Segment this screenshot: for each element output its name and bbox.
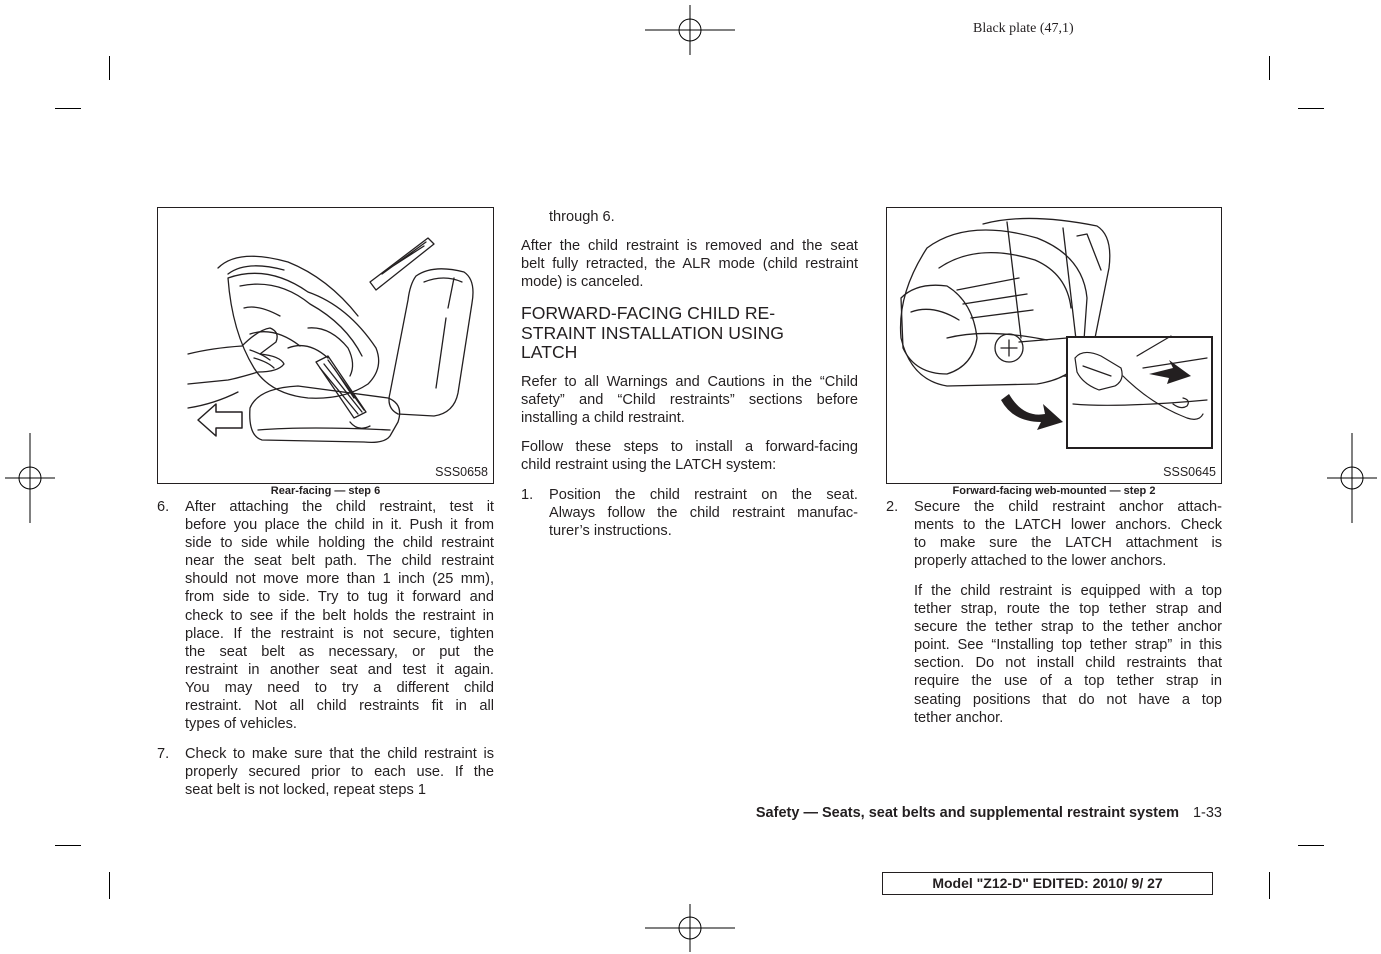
text-line: place. If the restraint is not secure, tighten	[185, 625, 494, 642]
registration-mark-right	[1327, 433, 1377, 523]
text-line: should not move more than 1 inch (25 mm),	[185, 571, 494, 588]
text-line: restraint. Not all child restraints fit in all	[185, 698, 494, 715]
follow-paragraph	[521, 438, 858, 474]
text-line: If the child restraint is equipped with a top	[914, 583, 1222, 599]
text-line: side to side while holding the child restraint	[185, 535, 494, 552]
text-line: Position the child restraint on the seat.	[549, 487, 858, 503]
text-line: point. See “Installing top tether strap” in this	[914, 637, 1222, 654]
text-line: installing a child restraint.	[521, 410, 685, 427]
heading-line: STRAINT INSTALLATION USING	[521, 322, 784, 343]
heading-line: FORWARD-FACING CHILD RE-	[521, 303, 776, 323]
page-footer	[756, 805, 1222, 821]
text-line: Always follow the child restraint manufac-	[549, 505, 858, 522]
text-line: from side to side. Try to tug it forward and	[185, 589, 494, 606]
text-line: mode) is canceled.	[521, 274, 644, 291]
registration-mark-left	[5, 433, 55, 523]
page-number: 1-33	[1192, 805, 1222, 821]
text-line: Secure the child restraint anchor attach-	[914, 499, 1222, 515]
text-line: properly secured prior to each use. If the	[185, 764, 494, 781]
continuation-text: through 6.	[549, 209, 615, 225]
text-line: Refer to all Warnings and Cautions in the “Child	[521, 374, 858, 390]
text-line: seat belt is not locked, repeat steps 1	[185, 782, 426, 799]
text-line: require the use of a top tether strap in	[914, 673, 1222, 690]
text-line: turer’s instructions.	[549, 523, 672, 540]
figure-code: SSS0658	[435, 465, 488, 479]
latch-anchor-inset	[1067, 336, 1212, 448]
figure-caption: Rear-facing — step 6	[270, 485, 381, 497]
text-line: before you place the child in it. Push it from	[185, 517, 494, 534]
text-line: near the seat belt path. The child restraint	[185, 553, 494, 570]
text-line: the seat belt as necessary, or put the	[185, 643, 494, 660]
step-number: 6.	[157, 499, 170, 515]
alr-paragraph	[521, 237, 858, 291]
heading-line: LATCH	[521, 342, 578, 363]
text-line: properly attached to the lower anchors.	[914, 553, 1167, 570]
figure-caption: Forward-facing web-mounted — step 2	[952, 485, 1156, 497]
text-line: After attaching the child restraint, test it	[185, 499, 494, 515]
step-number: 7.	[157, 746, 170, 762]
rear-facing-illustration	[158, 208, 493, 483]
text-line: seating positions that do not have a top	[914, 691, 1222, 708]
step-number: 1.	[521, 487, 534, 503]
text-line: You may need to try a different child	[185, 679, 494, 696]
registration-mark-top	[645, 5, 735, 55]
tether-paragraph	[914, 582, 1222, 727]
text-line: Follow these steps to install a forward-facing	[521, 439, 858, 455]
text-line: tether anchor.	[914, 709, 1004, 726]
figure-rear-facing	[157, 207, 494, 484]
text-line: check to see if the belt holds the restraint in	[185, 607, 494, 624]
text-line: Check to make sure that the child restraint is	[185, 746, 494, 762]
text-line: section. Do not install child restraints that	[914, 655, 1222, 672]
forward-facing-illustration	[887, 208, 1221, 483]
text-line: child restraint using the LATCH system:	[521, 457, 777, 474]
text-line: secure the tether strap to the tether anchor	[914, 619, 1222, 636]
plate-label: Black plate (47,1)	[973, 21, 1074, 36]
footer-section-title: Safety — Seats, seat belts and supplemental restraint system	[755, 805, 1179, 821]
registration-mark-bottom	[645, 904, 735, 952]
step-number: 2.	[886, 499, 899, 515]
section-heading	[521, 304, 858, 363]
text-line: to make sure the LATCH attachment is	[914, 535, 1222, 552]
refer-paragraph	[521, 373, 858, 427]
model-box: Model "Z12-D" EDITED: 2010/ 9/ 27	[882, 872, 1213, 895]
figure-code: SSS0645	[1163, 465, 1216, 479]
text-line: belt fully retracted, the ALR mode (child restraint	[521, 256, 858, 273]
figure-forward-facing	[886, 207, 1222, 484]
text-line: types of vehicles.	[185, 716, 297, 733]
text-line: ments to the LATCH lower anchors. Check	[914, 517, 1222, 534]
text-line: restraint in another seat and test it again.	[185, 661, 494, 678]
text-line: After the child restraint is removed and the seat	[521, 238, 858, 254]
text-line: safety” and “Child restraints” sections before	[521, 392, 858, 409]
text-line: tether strap, route the top tether strap and	[914, 601, 1222, 618]
